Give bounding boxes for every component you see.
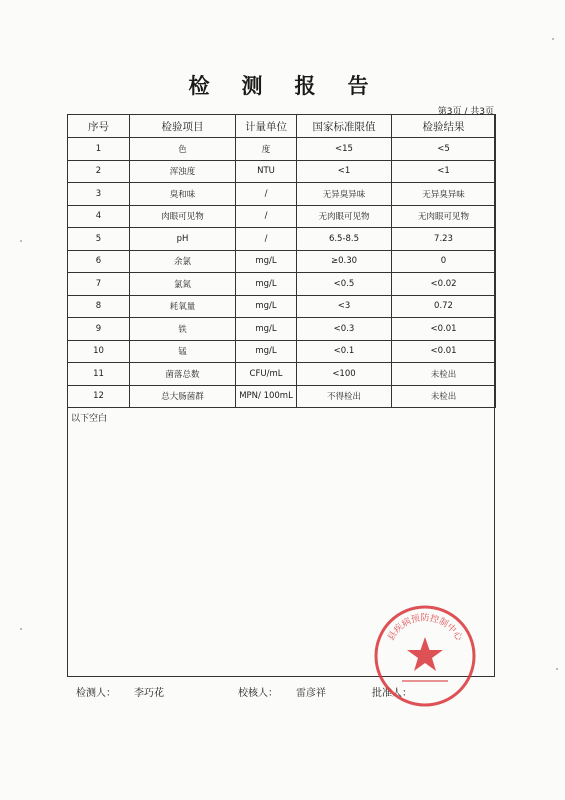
- row-limit: 6.5-8.5: [297, 228, 392, 251]
- row-result: <0.02: [392, 273, 496, 296]
- row-index: 7: [68, 273, 130, 296]
- reviewer-signature: [238, 684, 326, 699]
- header-result: 检验结果: [392, 115, 496, 138]
- table-row: [68, 273, 496, 296]
- row-limit: ≥0.30: [297, 250, 392, 273]
- row-limit: <3: [297, 295, 392, 318]
- row-limit: <0.5: [297, 273, 392, 296]
- row-item: 臭和味: [130, 183, 236, 206]
- row-limit: <0.3: [297, 318, 392, 341]
- row-limit: <100: [297, 363, 392, 386]
- header-unit: 计量单位: [236, 115, 297, 138]
- row-unit: mg/L: [236, 340, 297, 363]
- row-limit: <0.1: [297, 340, 392, 363]
- row-limit: 不得检出: [297, 385, 392, 408]
- report-frame: [67, 114, 495, 677]
- table-row: [68, 385, 496, 408]
- blank-below-note: 以下空白: [71, 414, 108, 424]
- row-unit: mg/L: [236, 250, 297, 273]
- svg-text:县疾病预防控制中心: 县疾病预防控制中心: [386, 613, 464, 643]
- scan-speck: [20, 628, 22, 630]
- row-index: 12: [68, 385, 130, 408]
- row-result: 0.72: [392, 295, 496, 318]
- tester-signature: [76, 684, 164, 699]
- row-result: 无异臭异味: [392, 183, 496, 206]
- row-unit: MPN/ 100mL: [236, 385, 297, 408]
- official-seal-stamp: [372, 603, 478, 709]
- approver-label: 批准人：: [372, 688, 412, 699]
- table-row: [68, 228, 496, 251]
- report-title: [0, 70, 565, 100]
- row-index: 6: [68, 250, 130, 273]
- row-unit: NTU: [236, 160, 297, 183]
- table-row: [68, 250, 496, 273]
- row-unit: /: [236, 205, 297, 228]
- row-result: 未检出: [392, 385, 496, 408]
- row-unit: /: [236, 228, 297, 251]
- row-item: 总大肠菌群: [130, 385, 236, 408]
- title-char: 报: [294, 74, 324, 98]
- tester-name: 李巧花: [134, 688, 164, 699]
- row-unit: mg/L: [236, 318, 297, 341]
- reviewer-label: 校核人：: [238, 688, 278, 699]
- page-indicator: 第3页 / 共3页: [437, 107, 494, 117]
- row-index: 9: [68, 318, 130, 341]
- title-char: 测: [241, 74, 271, 98]
- table-row: [68, 318, 496, 341]
- row-index: 11: [68, 363, 130, 386]
- row-unit: 度: [236, 138, 297, 161]
- row-result: 未检出: [392, 363, 496, 386]
- row-limit: 无肉眼可见物: [297, 205, 392, 228]
- row-result: <0.01: [392, 340, 496, 363]
- scan-speck: [552, 38, 554, 40]
- tester-label: 检测人：: [76, 688, 116, 699]
- table-row: [68, 205, 496, 228]
- row-result: 无肉眼可见物: [392, 205, 496, 228]
- table-row: [68, 340, 496, 363]
- row-index: 1: [68, 138, 130, 161]
- table-row: [68, 160, 496, 183]
- row-limit: <1: [297, 160, 392, 183]
- scan-speck: [556, 668, 558, 670]
- table-header-row: [68, 115, 496, 138]
- header-item: 检验项目: [130, 115, 236, 138]
- row-result: <0.01: [392, 318, 496, 341]
- row-item: 菌落总数: [130, 363, 236, 386]
- header-index: 序号: [68, 115, 130, 138]
- row-item: 肉眼可见物: [130, 205, 236, 228]
- table-row: [68, 363, 496, 386]
- row-item: 铁: [130, 318, 236, 341]
- table-row: [68, 183, 496, 206]
- row-result: <1: [392, 160, 496, 183]
- row-item: 浑浊度: [130, 160, 236, 183]
- row-item: 锰: [130, 340, 236, 363]
- row-unit: /: [236, 183, 297, 206]
- row-index: 5: [68, 228, 130, 251]
- row-index: 2: [68, 160, 130, 183]
- row-index: 10: [68, 340, 130, 363]
- row-result: 0: [392, 250, 496, 273]
- results-table: [67, 114, 496, 408]
- title-char: 检: [188, 74, 218, 98]
- row-item: 氯氮: [130, 273, 236, 296]
- row-index: 8: [68, 295, 130, 318]
- row-unit: mg/L: [236, 295, 297, 318]
- row-index: 3: [68, 183, 130, 206]
- table-row: [68, 295, 496, 318]
- row-unit: mg/L: [236, 273, 297, 296]
- row-result: <5: [392, 138, 496, 161]
- row-unit: CFU/mL: [236, 363, 297, 386]
- scan-speck: [20, 240, 22, 242]
- header-limit: 国家标准限值: [297, 115, 392, 138]
- row-item: 色: [130, 138, 236, 161]
- row-item: 耗氧量: [130, 295, 236, 318]
- row-index: 4: [68, 205, 130, 228]
- row-result: 7.23: [392, 228, 496, 251]
- reviewer-name: 雷彦祥: [296, 688, 326, 699]
- row-item: 余氯: [130, 250, 236, 273]
- row-limit: 无异臭异味: [297, 183, 392, 206]
- row-limit: <15: [297, 138, 392, 161]
- table-row: [68, 138, 496, 161]
- title-char: 告: [347, 74, 377, 98]
- row-item: pH: [130, 228, 236, 251]
